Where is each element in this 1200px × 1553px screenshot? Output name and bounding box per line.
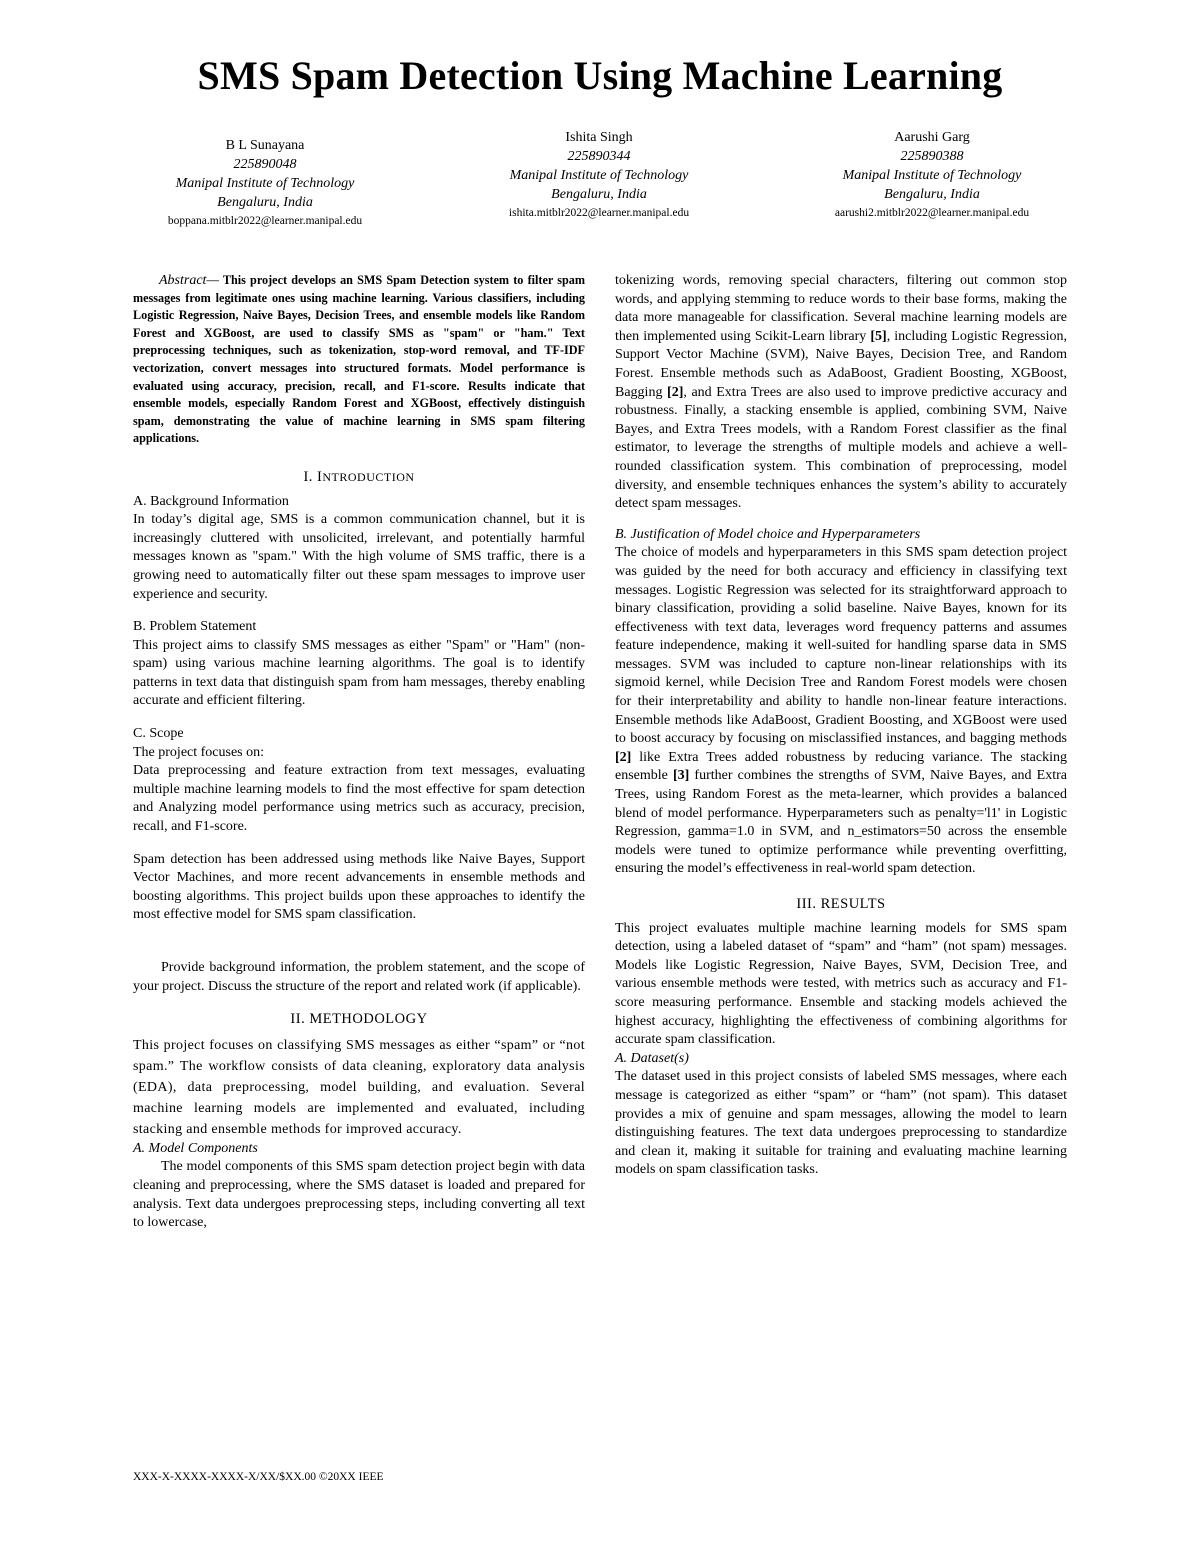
author-institution: Manipal Institute of Technology (842, 168, 1022, 183)
citation-2[interactable]: [2] (667, 384, 684, 400)
author-name: Ishita Singh (565, 130, 633, 145)
paragraph-justification: The choice of models and hyperparameters in this SMS spam detection project was guided by the need for both accuracy and efficiency in classifying text messages. Logistic Regression was selected for its straightforward approach to binary classification, providing a solid baseline. Naive Bayes, known for its effectiveness with text data, leverages word frequency patterns and assumes feature independence, making it well-suited for handling sparse data in SMS messages. SVM was included to capture non-linear relationships with its sigmoid kernel, while Decision Tree and Random Forest models were chosen for their interpretability and ability to handle non-linear feature interactions. Ensemble methods like AdaBoost, Gradient Boosting, and XGBoost were used to boost accuracy by focusing on misclassified instances, and bagging methods [2] like Extra Trees added robustness by reducing variance. The stacking ensemble [3] further combines the strengths of SVM, Naive Bayes, and Extra Trees, using Random Forest as the meta-learner, which provides a balanced blend of model performance. Hyperparameters such as penalty='l1' in Logistic Regression, gamma=1.0 in SVM, and n_estimators=50 across the ensemble models were tuned to optimize performance while preventing overfitting, ensuring the model’s effectiveness in real-world spam detection. (615, 545, 1067, 877)
citation-5[interactable]: [5] (870, 328, 887, 344)
author-block-1 (105, 136, 425, 231)
scope-intro: The project focuses on: (133, 744, 265, 760)
section-heading-results: III. RESULTS (796, 896, 886, 912)
author-location: Bengaluru, India (217, 195, 313, 210)
section-heading-methodology: II. METHODOLOGY (290, 1011, 428, 1028)
paragraph-template-note: Provide background information, the problem statement, and the scope of your project. Discuss the structure of the report and related work (if applicable). (133, 960, 585, 994)
left-column (133, 272, 585, 1233)
author-email[interactable]: ishita.mitblr2022@learner.manipal.edu (508, 207, 690, 219)
author-id: 225890388 (900, 149, 964, 164)
author-id: 225890344 (567, 149, 631, 164)
paragraph-problem-statement: This project aims to classify SMS messages as either "Spam" or "Ham" (non-spam) using various machine learning algorithms. The goal is to identify patterns in text data that distinguish spam from ham messages, thereby enabling accurate and efficient filtering. (133, 637, 585, 709)
author-location: Bengaluru, India (884, 187, 980, 202)
subheading-scope: C. Scope (133, 726, 184, 742)
section-heading-introduction: I. INTRODUCTION (303, 468, 415, 485)
paragraph-model-components-cont: tokenizing words, removing special characters, filtering out common stop words, and applying stemming to reduce words to their base forms, making the data more manageable for classification. Several machine learning models are then implemented using Scikit-Learn library [5], including Logistic Regression, Support Vector Machine (SVM), Naive Bayes, Decision Tree, and Random Forest. Ensemble methods such as AdaBoost, Gradient Boosting, XGBoost, Bagging [2], and Extra Trees are also used to improve predictive accuracy and robustness. Finally, a stacking ensemble is applied, combining SVM, Naive Bayes, and Extra Trees models, with a Random Forest classifier as the final estimator, to leverage the strengths of multiple models and achieve a well-rounded classification system. This combination of preprocessing, model diversity, and ensemble techniques enhances the system’s ability to accurately detect spam messages. (615, 273, 1067, 512)
author-block-3 (772, 128, 1092, 223)
author-email[interactable]: aarushi2.mitblr2022@learner.manipal.edu (834, 207, 1030, 219)
abstract-text: This project develops an SMS Spam Detection system to filter spam messages from legitimate ones using machine learning. Various classifiers, including Logistic Regression, Naive Bayes, Decision Trees, and ensemble models like Random Forest and XGBoost, are used to classify SMS as "spam" or "ham." Text preprocessing techniques, such as tokenization, stop-word removal, and TF-IDF vectorization, convert messages into structured formats. Model performance is evaluated using accuracy, precision, recall, and F1-score. Results indicate that ensemble models, especially Random Forest and XGBoost, effectively distinguish spam, demonstrating the value of machine learning in SMS spam filtering applications. (133, 273, 585, 446)
author-name: Aarushi Garg (894, 130, 970, 145)
author-block-2 (439, 128, 759, 223)
subheading-datasets: A. Dataset(s) (615, 1050, 689, 1066)
abstract-label: Abstract— (159, 273, 219, 288)
copyright-footer: XXX-X-XXXX-XXXX-X/XX/$XX.00 ©20XX IEEE (133, 1471, 384, 1483)
abstract (133, 272, 585, 448)
paragraph-scope: Data preprocessing and feature extraction from text messages, evaluating multiple machine learning models to find the most effective for spam detection and Analyzing model performance using metrics such as accuracy, precision, recall, and F1-score. (133, 763, 585, 835)
author-name: B L Sunayana (225, 138, 305, 153)
citation-3[interactable]: [3] (672, 768, 690, 784)
subheading-model-components: A. Model Components (133, 1140, 258, 1156)
subheading-background: A. Background Information (133, 493, 289, 509)
paragraph-model-components-start: The model components of this SMS spam detection project begin with data cleaning and preprocessing, where the SMS dataset is loaded and prepared for analysis. Text data undergoes preprocessing steps, including converting all text to lowercase, (133, 1159, 585, 1231)
paragraph-datasets: The dataset used in this project consists of labeled SMS messages, where each message is categorized as either “spam” or “ham” (not spam). This dataset provides a mix of genuine and spam messages, allowing the model to learn distinguishing features. The text data undergoes preprocessing to standardize and clean it, making it suitable for training and evaluating machine learning models on spam classification tasks. (615, 1069, 1067, 1178)
paragraph-related-work: Spam detection has been addressed using methods like Naive Bayes, Support Vector Machines, and more recent advancements in ensemble methods and boosting algorithms. This project builds upon these approaches to identify the most effective model for SMS spam classification. (133, 851, 585, 923)
subheading-justification: B. Justification of Model choice and Hyperparameters (615, 526, 921, 542)
author-id: 225890048 (233, 157, 297, 172)
author-institution: Manipal Institute of Technology (509, 168, 689, 183)
paragraph-methodology-intro: This project focuses on classifying SMS messages as either “spam” or “not spam.” The workflow consists of data cleaning, exploratory data analysis (EDA), data preprocessing, model building, and evaluation. Several machine learning models are implemented and evaluated, including stacking and ensemble methods for improved accuracy. (133, 1037, 585, 1137)
author-email[interactable]: boppana.mitblr2022@learner.manipal.edu (167, 215, 363, 227)
author-institution: Manipal Institute of Technology (175, 176, 355, 191)
subheading-problem-statement: B. Problem Statement (133, 619, 257, 635)
paper-title: SMS Spam Detection Using Machine Learning (197, 53, 1003, 98)
paragraph-background: In today’s digital age, SMS is a common communication channel, but it is increasingly cluttered with unsolicited, irrelevant, and potentially harmful messages known as "spam." With the high volume of SMS traffic, there is a growing need to automatically filter out these spam messages to improve user experience and security. (133, 512, 585, 602)
right-column (615, 272, 1067, 1180)
paragraph-results-intro: This project evaluates multiple machine learning models for SMS spam detection, using a labeled dataset of “spam” and “ham” (not spam) messages. Models like Logistic Regression, Naive Bayes, SVM, Decision Tree, and various ensemble methods were tested, with metrics such as accuracy and F1-score measuring performance. Ensemble and stacking models achieved the highest accuracy, highlighting the effectiveness of combining algorithms for accurate spam classification. (615, 920, 1067, 1048)
citation-2[interactable]: [2] (615, 749, 632, 765)
author-location: Bengaluru, India (551, 187, 647, 202)
